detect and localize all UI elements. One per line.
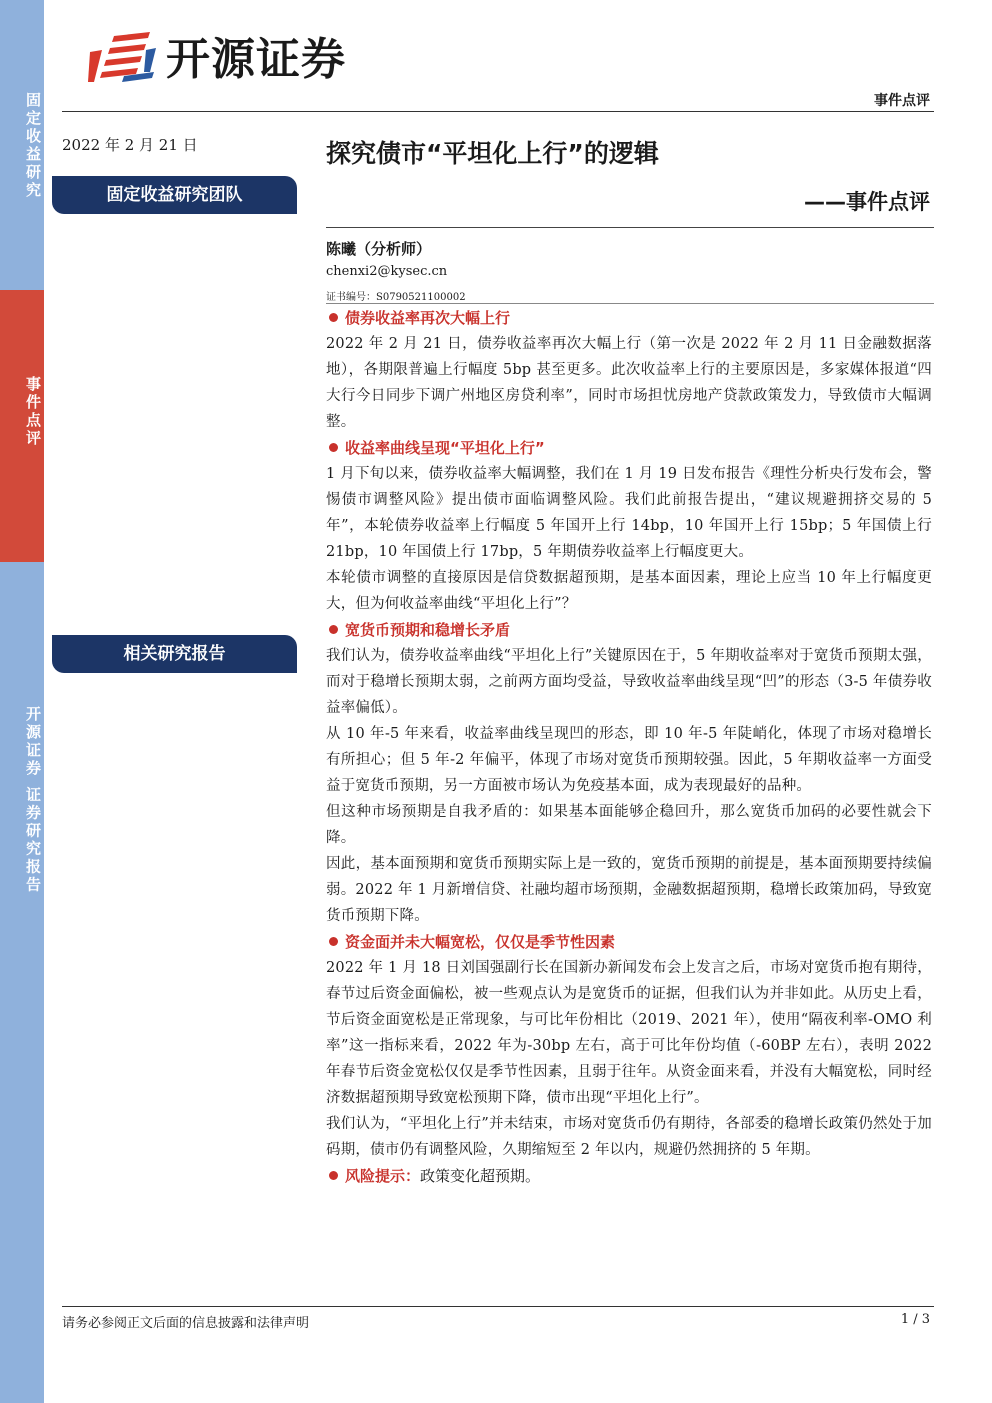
bullet-icon	[329, 937, 338, 946]
author-cert: 证书编号：S0790521100002	[326, 292, 466, 303]
brand-logo	[88, 30, 378, 88]
paragraph: 1 月下旬以来，债券收益率大幅调整，我们在 1 月 19 日发布报告《理性分析央行发布会，警惕债市调整风险》提出债市面临调整风险。我们此前报告提出，“建议规避拥挤交易的 5 年”，本轮债券收益率上行幅度 5 年国开上行 14bp，10 年国开上行 15bp；5 年国债上行 21bp，10 年国债上行 17bp，5 年期债券收益率上行幅度更大。	[326, 466, 932, 560]
report-body	[326, 305, 932, 1189]
side-label-publisher: 开源证券 证券研究报告	[24, 706, 42, 895]
side-label-type: 事件点评	[24, 376, 42, 448]
paragraph: 2022 年 1 月 18 日刘国强副行长在国新办新闻发布会上发言之后，市场对宽货币抱有期待，春节过后资金面偏松，被一些观点认为是宽货币的证据，但我们认为并非如此。从历史上看，节后资金面宽松是正常现象，与可比年份相比（2019、2021 年），使用“隔夜利率-OMO 利率”这一指标来看，2022 年为-30bp 左右，高于可比年份均值（-60BP 左右），表明 2022 年春节后资金宽松仅仅是季节性因素，且弱于往年。从资金面来看，并没有大幅宽松，同时经济数据超预期导致宽松预期下降，债市出现“平坦化上行”。	[326, 960, 932, 1106]
section-heading: 收益率曲线呈现“平坦化上行”	[326, 435, 932, 461]
report-subtitle: ——事件点评	[804, 190, 930, 214]
paragraph: 本轮债市调整的直接原因是信贷数据超预期，是基本面因素，理论上应当 10 年上行幅度更大，但为何收益率曲线“平坦化上行”？	[326, 570, 932, 612]
bullet-icon	[329, 625, 338, 634]
author-email[interactable]: chenxi2@kysec.cn	[326, 264, 448, 279]
footer-divider	[62, 1306, 934, 1307]
paragraph: 但这种市场预期是自我矛盾的：如果基本面能够企稳回升，那么宽货币加码的必要性就会下降。	[326, 804, 932, 846]
page-number: 1 / 3	[900, 1312, 930, 1327]
report-title: 探究债市“平坦化上行”的逻辑	[326, 139, 659, 168]
report-date: 2022 年 2 月 21 日	[62, 136, 198, 154]
paragraph: 我们认为，债券收益率曲线“平坦化上行”关键原因在于，5 年期收益率对于宽货币预期太强，而对于稳增长预期太弱，之前两方面均受益，导致收益率曲线呈现“凹”的形态（3-5 年债券收益率偏低）。	[326, 648, 932, 716]
side-label-category: 固定收益研究	[24, 92, 42, 200]
team-label: 固定收益研究团队	[52, 176, 297, 214]
bullet-icon	[329, 443, 338, 452]
risk-note	[326, 1163, 932, 1189]
paragraph: 我们认为，“平坦化上行”并未结束，市场对宽货币仍有期待，各部委的稳增长政策仍然处于加码期，债市仍有调整风险，久期缩短至 2 年以内，规避仍然拥挤的 5 年期。	[326, 1116, 932, 1158]
paragraph: 从 10 年-5 年来看，收益率曲线呈现凹的形态，即 10 年-5 年陡峭化，体现了市场对稳增长有所担心；但 5 年-2 年偏平，体现了市场对宽货币预期较强。因此，5 年期收益率一方面受益于宽货币预期，另一方面被市场认为免疫基本面，成为表现最好的品种。	[326, 726, 932, 794]
author-name: 陈曦（分析师）	[326, 240, 432, 258]
risk-label: 风险提示：	[345, 1167, 421, 1185]
risk-text: 政策变化超预期。	[420, 1167, 541, 1185]
side-stripe-bottom	[0, 562, 44, 1403]
header-doc-type: 事件点评	[874, 93, 930, 109]
bullet-icon	[329, 1171, 338, 1180]
header-divider	[62, 111, 934, 112]
bullet-icon	[329, 313, 338, 322]
related-reports-label: 相关研究报告	[52, 635, 297, 673]
section-heading: 资金面并未大幅宽松，仅仅是季节性因素	[326, 929, 932, 955]
brand-mark-icon	[88, 32, 158, 86]
paragraph: 因此，基本面预期和宽货币预期实际上是一致的，宽货币预期的前提是，基本面预期要持续偏弱。2022 年 1 月新增信贷、社融均超市场预期，金融数据超预期，稳增长政策加码，导致宽货币预期下降。	[326, 856, 932, 924]
brand-name: 开源证券	[166, 34, 346, 85]
section-heading: 宽货币预期和稳增长矛盾	[326, 617, 932, 643]
paragraph: 2022 年 2 月 21 日，债券收益率再次大幅上行（第一次是 2022 年 2 月 11 日金融数据落地），各期限普遍上行幅度 5bp 甚至更多。此次收益率上行的主要原因是，多家媒体报道“四大行今日同步下调广州地区房贷利率”，同时市场担忧房地产贷款政策发力，导致债市大幅调整。	[326, 336, 932, 430]
title-divider	[326, 227, 934, 228]
author-divider	[326, 303, 934, 304]
footer-disclaimer: 请务必参阅正文后面的信息披露和法律声明	[62, 1316, 310, 1331]
side-stripe	[0, 0, 44, 1403]
section-heading: 债券收益率再次大幅上行	[326, 305, 932, 331]
